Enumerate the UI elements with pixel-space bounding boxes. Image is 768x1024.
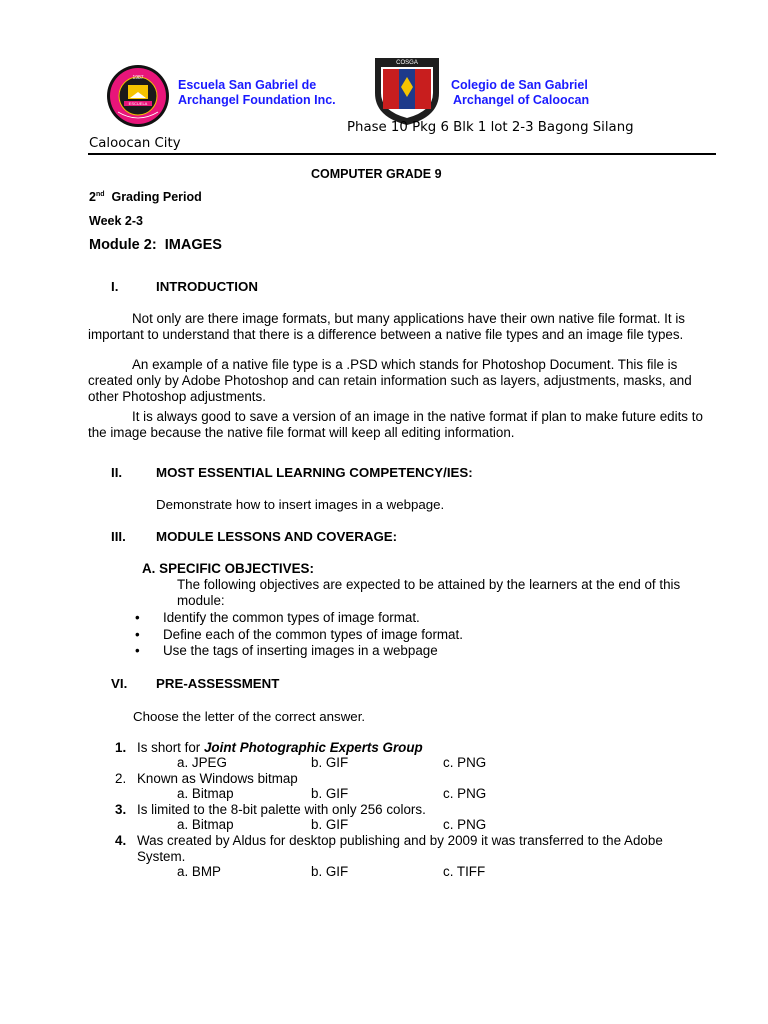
- header-divider: [88, 153, 716, 155]
- section-intro-title: INTRODUCTION: [156, 279, 258, 294]
- objective-item: • Identify the common types of image format.: [135, 610, 420, 625]
- question-emphasis: Joint Photographic Experts Group: [203, 740, 423, 755]
- grading-number: 2: [89, 190, 96, 204]
- section-melc-number: II.: [111, 465, 123, 480]
- answer-option: b. GIF: [311, 755, 349, 770]
- module-title: IMAGES: [164, 237, 222, 253]
- section-intro-number: I.: [111, 279, 119, 294]
- section-melc-title: MOST ESSENTIAL LEARNING COMPETENCY/IES:: [156, 465, 473, 480]
- answer-option: c. PNG: [443, 755, 487, 770]
- grading-suffix: nd: [95, 190, 105, 198]
- right-school-logo: [372, 55, 442, 127]
- answer-option: c. TIFF: [443, 864, 486, 879]
- address-line2: Caloocan City: [89, 136, 181, 151]
- answer-option: b. GIF: [311, 817, 349, 832]
- answer-option: a. Bitmap: [177, 817, 234, 832]
- question-prompt: Is short for: [137, 740, 204, 755]
- question-text: [137, 740, 423, 756]
- objectives-letter: A.: [142, 561, 156, 576]
- objectives-intro: The following objectives are expected to be attained by the learners at the end of this module:: [177, 577, 681, 608]
- intro-paragraph-3: It is always good to save a version of an image in the native format if plan to make future edits to the image because the native file format will keep all editing information.: [88, 409, 703, 440]
- objective-text: Use the tags of inserting images in a webpage: [163, 643, 438, 658]
- right-org-name: [451, 78, 589, 108]
- question-number: 3.: [115, 802, 127, 817]
- svg-text:ESCUELA: ESCUELA: [128, 101, 148, 106]
- answer-option: a. BMP: [177, 864, 221, 879]
- objective-item: • Use the tags of inserting images in a webpage: [135, 643, 438, 658]
- answer-option: b. GIF: [311, 786, 349, 801]
- intro-paragraph-2: An example of a native file type is a .PSD which stands for Photoshop Document. This file is created only by Adobe Photoshop and can retain information such as layers, adjustments, masks, and other Photoshop adjustments.: [88, 357, 692, 404]
- section-pre-number: VI.: [111, 676, 128, 691]
- left-school-logo: [106, 64, 170, 128]
- grading-label: Grading Period: [111, 190, 202, 204]
- answer-option: a. JPEG: [177, 755, 227, 770]
- address-line1: Phase 10 Pkg 6 Blk 1 lot 2-3 Bagong Silang: [347, 120, 634, 135]
- question-number: 1.: [115, 740, 127, 755]
- module-prefix: Module 2:: [89, 237, 157, 253]
- module-heading: [89, 237, 222, 253]
- objective-item: • Define each of the common types of image format.: [135, 627, 463, 642]
- section-mlc-title: MODULE LESSONS AND COVERAGE:: [156, 529, 398, 544]
- section-pre-title: PRE-ASSESSMENT: [156, 676, 280, 691]
- pre-instruction: Choose the letter of the correct answer.: [133, 709, 366, 724]
- grading-period: [89, 190, 202, 204]
- question-number: 2.: [115, 771, 127, 786]
- week-label: Week 2-3: [89, 214, 143, 228]
- objective-text: Define each of the common types of image format.: [163, 627, 463, 642]
- answer-option: c. PNG: [443, 786, 487, 801]
- answer-option: a. Bitmap: [177, 786, 234, 801]
- section-mlc-number: III.: [111, 529, 126, 544]
- svg-text:COSGA: COSGA: [396, 60, 418, 66]
- right-org-line1: Colegio de San Gabriel: [451, 78, 588, 92]
- right-org-line2: Archangel of Caloocan: [453, 93, 590, 107]
- question-text: Known as Windows bitmap: [137, 771, 298, 786]
- objectives-title: SPECIFIC OBJECTIVES:: [159, 561, 314, 576]
- melc-text: Demonstrate how to insert images in a webpage.: [156, 497, 445, 512]
- objective-text: Identify the common types of image format.: [163, 610, 420, 625]
- left-org-line1: Escuela San Gabriel de: [178, 78, 317, 92]
- intro-paragraph-1: Not only are there image formats, but many applications have their own native file format. It is important to understand that there is a difference between a native file types and an image file types.: [88, 311, 685, 342]
- question-number: 4.: [115, 833, 127, 848]
- question-text: Was created by Aldus for desktop publishing and by 2009 it was transferred to the Adobe System.: [137, 833, 663, 864]
- answer-option: c. PNG: [443, 817, 487, 832]
- subject-title: COMPUTER GRADE 9: [311, 167, 442, 181]
- question-text: Is limited to the 8-bit palette with only 256 colors.: [137, 802, 426, 817]
- left-org-line2: Archangel Foundation Inc.: [178, 93, 336, 107]
- objectives-heading: [142, 561, 314, 576]
- left-org-name: [178, 78, 336, 108]
- svg-text:1987: 1987: [132, 75, 144, 81]
- answer-option: b. GIF: [311, 864, 349, 879]
